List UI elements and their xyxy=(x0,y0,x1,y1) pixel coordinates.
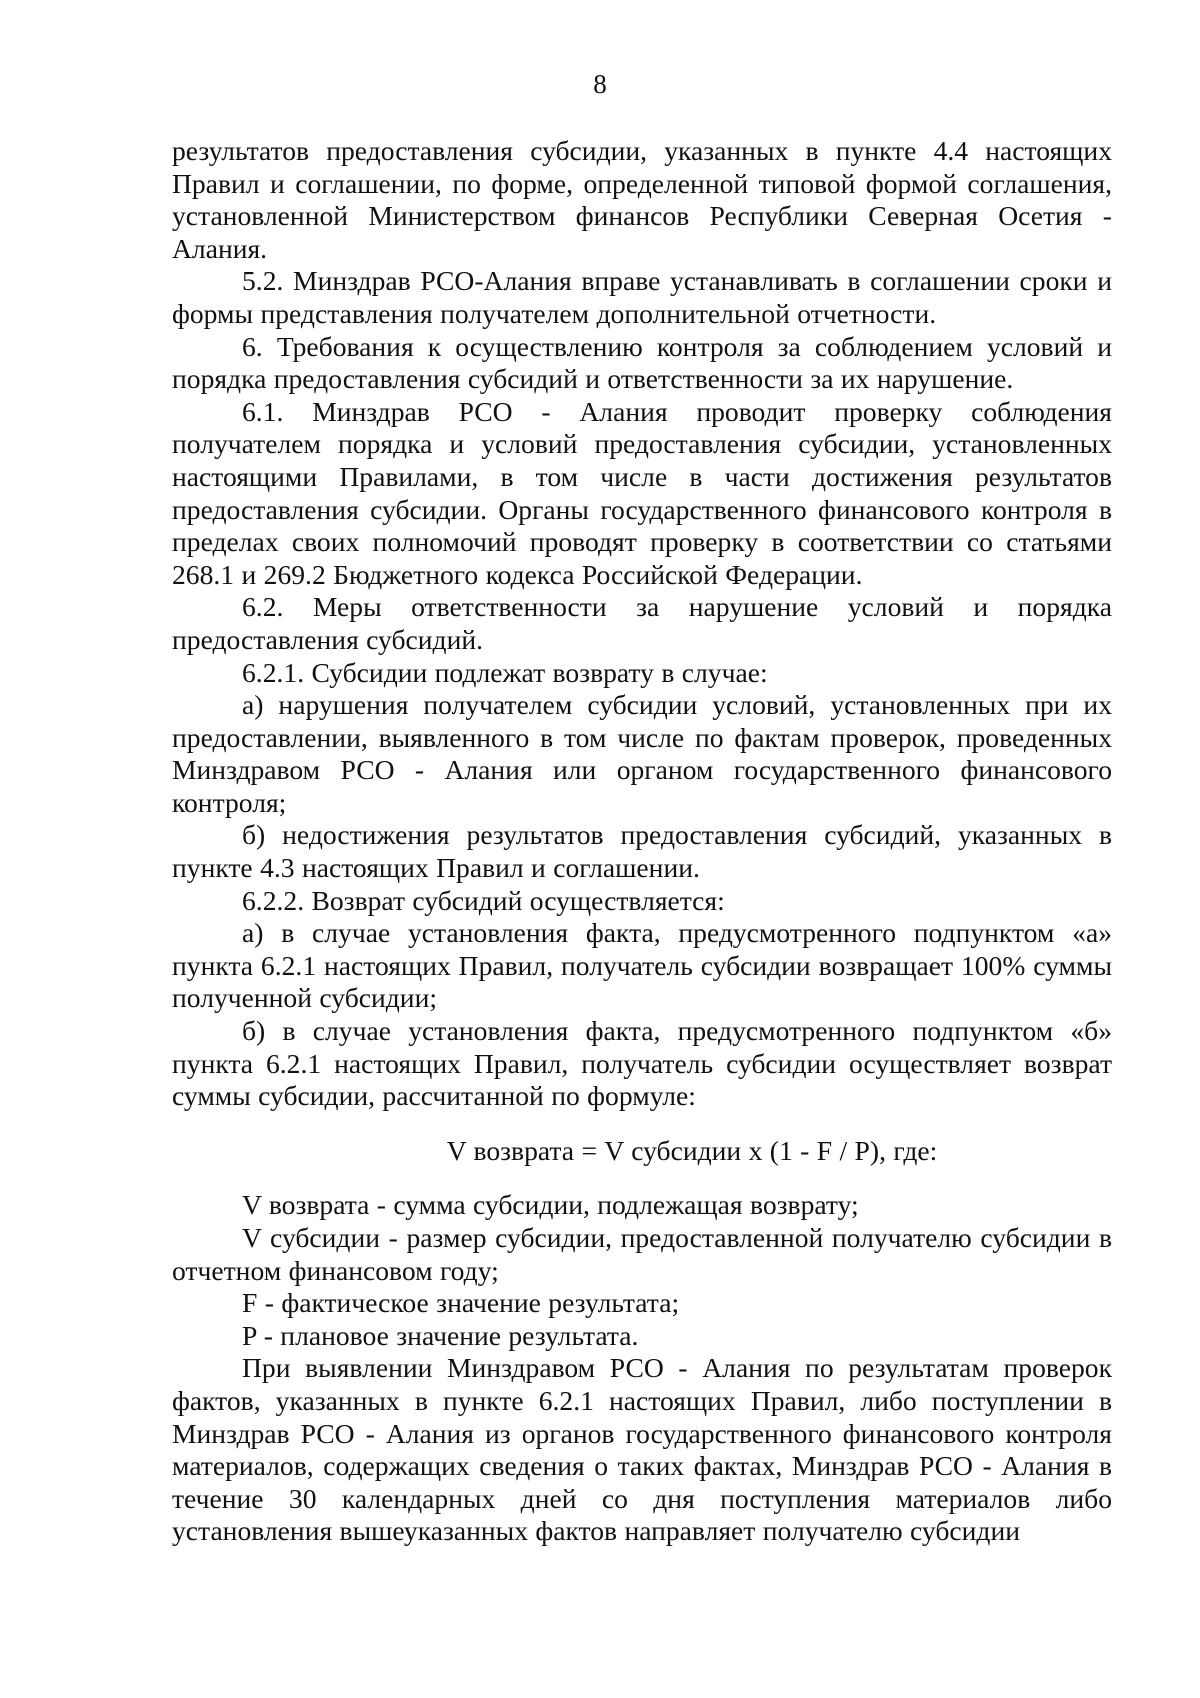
formula-definition-f: F - фактическое значение результата; xyxy=(242,1287,680,1319)
subparagraph-b-return: б) в случае установления факта, предусмотренного подпунктом «б» пункта 6.2.1 настоящих Правил, получатель субсидии осуществляет возврат суммы субсидии, рассчитанной по формуле: xyxy=(172,1015,1112,1112)
paragraph-violation-procedure: При выявлении Минздравом РСО - Алания по результатам проверок фактов, указанных в пункте 6.2.1 настоящих Правил, либо поступлении в Минздрав РСО - Алания из органов государственного финансового контроля материалов, содержащих сведения о таких фактах, Минздрав РСО - Алания в течение 30 календарных дней со дня поступления материалов либо установления вышеуказанных фактов направляет получателю субсидии xyxy=(172,1352,1112,1547)
formula-definition-v-return: V возврата - сумма субсидии, подлежащая возврату; xyxy=(242,1189,859,1221)
return-formula: V возврата = V субсидии х (1 - F / P), где: xyxy=(446,1134,938,1166)
document-body xyxy=(172,135,1112,1548)
formula-definition-v-subsidy: V субсидии - размер субсидии, предоставленной получателю субсидии в отчетном финансовом году; xyxy=(172,1222,1112,1286)
subparagraph-b: б) недостижения результатов предоставления субсидий, указанных в пункте 4.3 настоящих Правил и соглашении. xyxy=(172,819,1112,884)
paragraph-6-2: 6.2. Меры ответственности за нарушение условий и порядка предоставления субсидий. xyxy=(172,591,1112,655)
paragraph-continuation: результатов предоставления субсидии, указанных в пункте 4.4 настоящих Правил и соглашении, по форме, определенной типовой формой соглашения, установленной Министерством финансов Республики Северная Осетия - Алания. xyxy=(172,135,1112,264)
paragraph-6-2-2: 6.2.2. Возврат субсидий осуществляется: xyxy=(242,884,725,916)
paragraph-6-1: 6.1. Минздрав РСО - Алания проводит проверку соблюдения получателем порядка и условий предоставления субсидии, установленных настоящими Правилами, в том числе в части достижения результатов предоставления субсидии. Органы государственного финансового контроля в пределах своих полномочий проводят проверку в соответствии со статьями 268.1 и 269.2 Бюджетного кодекса Российской Федерации. xyxy=(172,395,1112,590)
subparagraph-a-return: а) в случае установления факта, предусмотренного подпунктом «а» пункта 6.2.1 настоящих Правил, получатель субсидии возвращает 100% суммы полученной субсидии; xyxy=(172,917,1112,1014)
formula-definition-p: P - плановое значение результата. xyxy=(242,1319,639,1351)
paragraph-6-2-1: 6.2.1. Субсидии подлежат возврату в случае: xyxy=(242,656,768,688)
section-heading-6: 6. Требования к осуществлению контроля за соблюдением условий и порядка предоставления субсидий и ответственности за их нарушение. xyxy=(172,330,1112,395)
subparagraph-a: а) нарушения получателем субсидии условий, установленных при их предоставлении, выявленного в том числе по фактам проверок, проведенных Минздравом РСО - Алания или органом государственного финансового контроля; xyxy=(172,689,1112,818)
page-number: 8 xyxy=(593,69,607,99)
paragraph-5-2: 5.2. Минздрав РСО-Алания вправе устанавливать в соглашении сроки и формы представления получателем дополнительной отчетности. xyxy=(172,265,1112,329)
